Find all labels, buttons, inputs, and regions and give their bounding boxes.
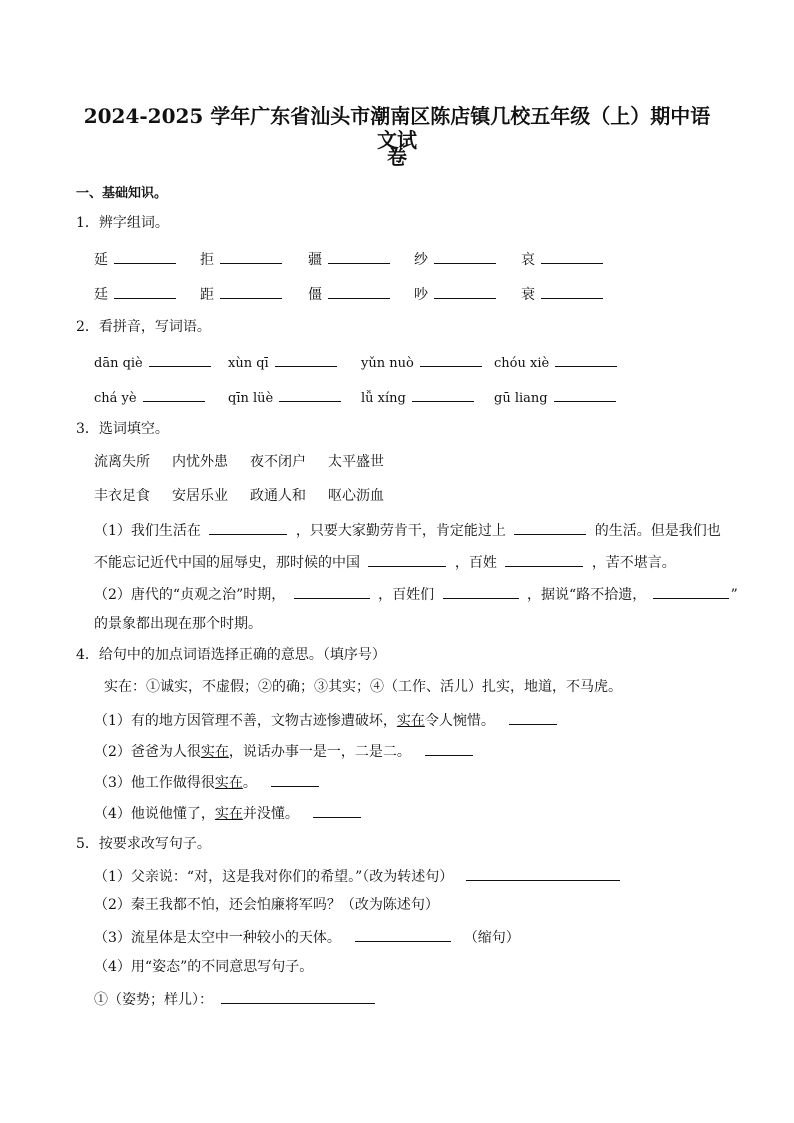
q5-sentence-1: （1）父亲说：“对，这是我对你们的希望。”（改为转述句） [94,866,620,886]
q5-sentence-3: （3）流星体是太空中一种较小的天体。 （缩句） [94,927,520,947]
q4-sentence-1: （1）有的地方因管理不善，文物古迹惨遭破坏，实在令人惋惜。 [94,710,557,730]
q3-sentence-1: （1）我们生活在 ，只要大家勤劳肯干，肯定能过上 的生活。但是我们也 [94,520,721,540]
answer-blank[interactable] [209,520,287,535]
answer-blank[interactable] [328,284,390,299]
answer-blank[interactable] [466,866,620,881]
pinyin-item: xùn qī [228,352,337,373]
word-bank-item: 安居乐业 [172,488,228,504]
pinyin-item: lǚ xíng [361,387,474,408]
q3-sentence-2-cont: 的景象都出现在那个时期。 [94,616,262,632]
answer-blank[interactable] [220,284,282,299]
section-heading: 一、基础知识。 [76,186,168,201]
answer-blank[interactable] [355,927,451,942]
answer-blank[interactable] [541,249,603,264]
q1-char: 距 [200,284,282,304]
q4-sentence-2: （2）爸爸为人很实在，说话办事一是一，二是二。 [94,741,473,761]
answer-blank[interactable] [514,520,586,535]
question-5-label: 5．按要求改写句子。 [76,836,211,852]
q1-char: 拒 [200,249,282,269]
q1-char: 纱 [414,249,496,269]
pinyin-item: qīn lüè [228,387,341,408]
answer-blank[interactable] [554,387,616,402]
q1-char: 衰 [521,284,603,304]
exam-title-line2: 卷 [387,145,407,169]
answer-blank[interactable] [328,249,390,264]
pinyin-item: chóu xiè [494,352,617,373]
answer-blank[interactable] [420,352,482,367]
answer-blank[interactable] [425,741,473,756]
q3-sentence-1-cont: 不能忘记近代中国的屈辱史，那时候的中国 ，百姓 ，苦不堪言。 [94,552,676,572]
exam-title-line1: 2024-2025 学年广东省汕头市潮南区陈店镇几校五年级（上）期中语文试 [83,104,711,152]
pinyin-item: gū liang [494,387,616,408]
q1-char: 延 [94,249,176,269]
q1-char: 哀 [521,249,603,269]
answer-blank[interactable] [220,249,282,264]
q3-sentence-2: （2）唐代的“贞观之治”时期， ，百姓们 ，据说“路不拾遗， ” [94,584,738,604]
answer-blank[interactable] [368,552,446,567]
answer-blank[interactable] [412,387,474,402]
q4-definition: 实在：①诚实，不虚假；②的确；③其实；④（工作、活儿）扎实，地道，不马虎。 [104,679,622,695]
answer-blank[interactable] [294,584,370,599]
answer-blank[interactable] [434,284,496,299]
pinyin-item: yǔn nuò [361,352,482,373]
answer-blank[interactable] [221,989,375,1004]
q1-char: 僵 [308,284,390,304]
word-bank-item: 流离失所 [94,454,150,470]
q4-sentence-3: （3）他工作做得很实在。 [94,772,319,792]
answer-blank[interactable] [541,284,603,299]
answer-blank[interactable] [271,772,319,787]
answer-blank[interactable] [443,584,519,599]
q1-char: 廷 [94,284,176,304]
q5-sentence-5: ①（姿势；样儿）： [94,989,375,1009]
answer-blank[interactable] [149,352,211,367]
word-bank-item: 政通人和 [250,488,306,504]
answer-blank[interactable] [434,249,496,264]
word-bank-item: 呕心沥血 [328,488,384,504]
answer-blank[interactable] [114,249,176,264]
answer-blank[interactable] [279,387,341,402]
word-bank-item: 内忧外患 [172,454,228,470]
q1-char: 疆 [308,249,390,269]
question-3-label: 3．选词填空。 [76,421,169,437]
q1-char: 吵 [414,284,496,304]
question-4-label: 4．给句中的加点词语选择正确的意思。（填序号） [76,647,386,663]
word-bank-item: 太平盛世 [328,454,384,470]
answer-blank[interactable] [313,803,361,818]
q4-sentence-4: （4）他说他懂了，实在并没懂。 [94,803,361,823]
answer-blank[interactable] [509,710,557,725]
question-2-label: 2．看拼音，写词语。 [76,319,211,335]
answer-blank[interactable] [143,387,205,402]
answer-blank[interactable] [653,584,729,599]
answer-blank[interactable] [505,552,583,567]
answer-blank[interactable] [555,352,617,367]
q5-sentence-2: （2）秦王我都不怕，还会怕廉将军吗？（改为陈述句） [94,897,439,913]
word-bank-item: 丰衣足食 [94,488,150,504]
answer-blank[interactable] [275,352,337,367]
pinyin-item: chá yè [94,387,205,408]
q5-sentence-4: （4）用“姿态”的不同意思写句子。 [94,959,314,975]
word-bank-item: 夜不闭户 [250,454,306,470]
question-1-label: 1．辨字组词。 [76,215,169,231]
answer-blank[interactable] [114,284,176,299]
pinyin-item: dān qiè [94,352,211,373]
